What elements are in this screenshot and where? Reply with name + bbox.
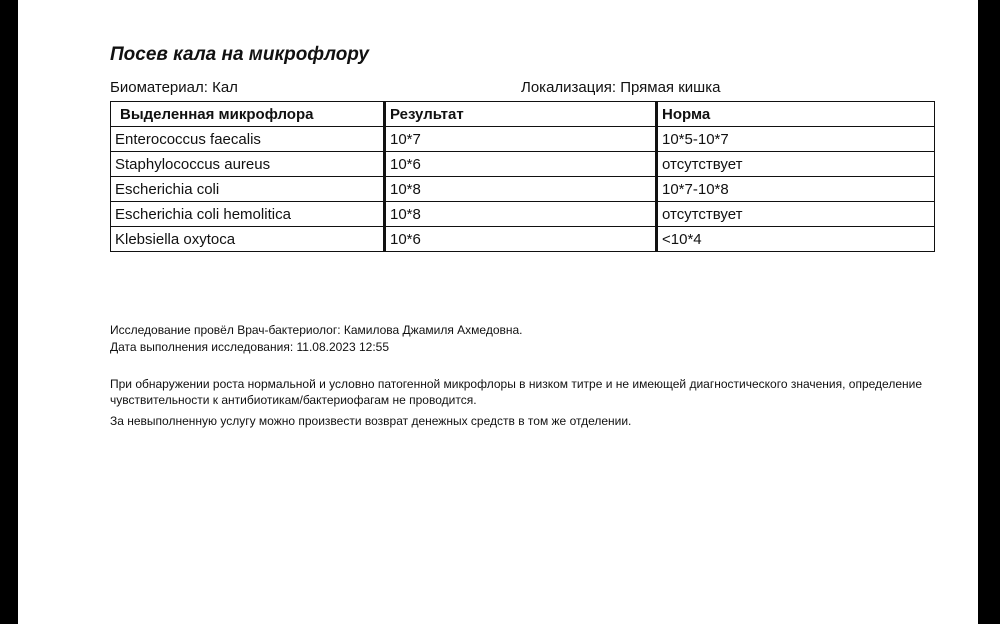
document-page bbox=[18, 0, 978, 624]
cell-microflora: Escherichia coli hemolitica bbox=[111, 202, 385, 227]
cell-microflora: Klebsiella oxytoca bbox=[111, 227, 385, 252]
results-table bbox=[110, 101, 935, 252]
table-header-row bbox=[111, 102, 935, 127]
cell-norm: 10*5-10*7 bbox=[657, 127, 935, 152]
header-norm: Норма bbox=[657, 102, 935, 127]
cell-result: 10*8 bbox=[385, 177, 657, 202]
cell-norm: <10*4 bbox=[657, 227, 935, 252]
page-title: Посев кала на микрофлору bbox=[110, 44, 369, 65]
cell-microflora: Escherichia coli bbox=[111, 177, 385, 202]
table-row bbox=[111, 227, 935, 252]
note-text: При обнаружении роста нормальной и условно патогенной микрофлоры в низком титре и не имеющей диагностического значения, определение чувствительности к антибиотикам/бактериофагам не проводится. bbox=[110, 377, 922, 407]
table-row bbox=[111, 202, 935, 227]
biomaterial-label: Биоматериал: Кал bbox=[110, 79, 238, 96]
localization-label: Локализация: Прямая кишка bbox=[521, 79, 721, 96]
table-row bbox=[111, 152, 935, 177]
cell-norm: отсутствует bbox=[657, 202, 935, 227]
cell-result: 10*6 bbox=[385, 227, 657, 252]
performed-by-text: Исследование провёл Врач-бактериолог: Камилова Джамиля Ахмедовна. bbox=[110, 323, 523, 337]
header-result: Результат bbox=[385, 102, 657, 127]
cell-microflora: Staphylococcus aureus bbox=[111, 152, 385, 177]
cell-norm: отсутствует bbox=[657, 152, 935, 177]
cell-microflora: Enterococcus faecalis bbox=[111, 127, 385, 152]
cell-norm: 10*7-10*8 bbox=[657, 177, 935, 202]
refund-text: За невыполненную услугу можно произвести возврат денежных средств в том же отделении. bbox=[110, 414, 632, 428]
table-row bbox=[111, 127, 935, 152]
table-row bbox=[111, 177, 935, 202]
cell-result: 10*7 bbox=[385, 127, 657, 152]
header-microflora: Выделенная микрофлора bbox=[111, 102, 385, 127]
date-text: Дата выполнения исследования: 11.08.2023 12:55 bbox=[110, 340, 390, 354]
cell-result: 10*8 bbox=[385, 202, 657, 227]
cell-result: 10*6 bbox=[385, 152, 657, 177]
